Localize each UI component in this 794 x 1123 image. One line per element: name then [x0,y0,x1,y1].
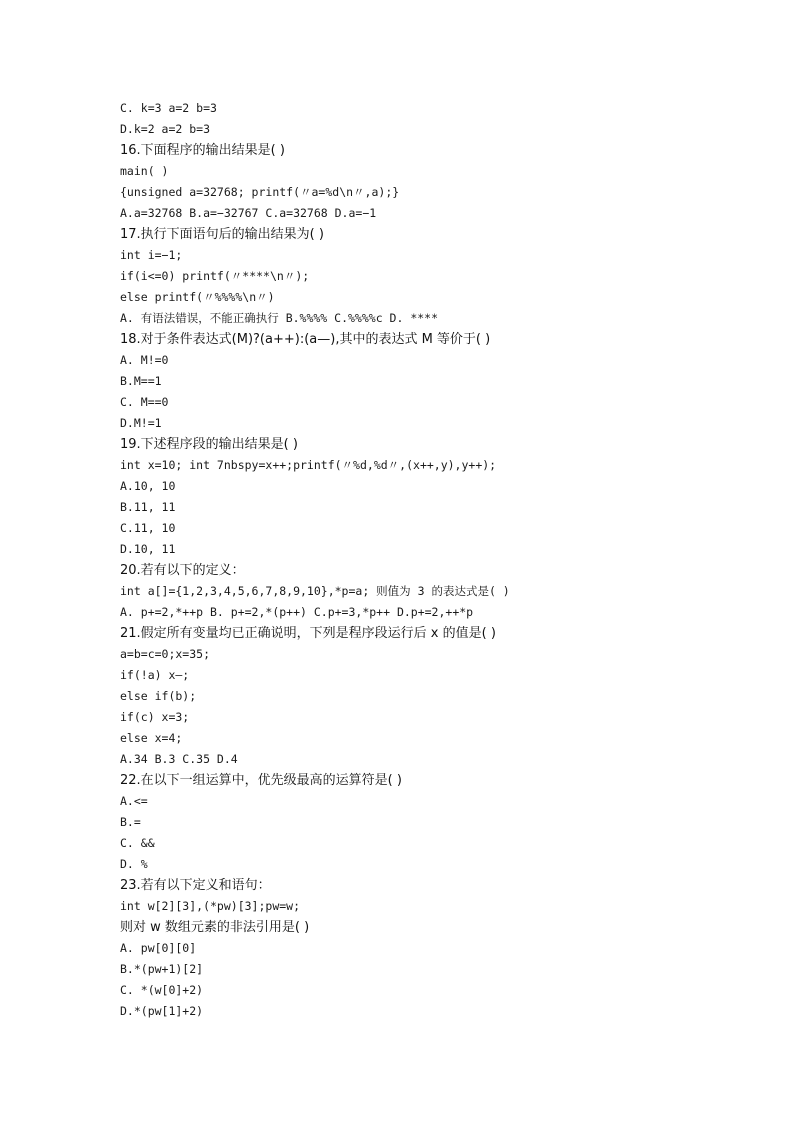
text-line: A. p+=2,*++p B. p+=2,*(p++) C.p+=3,*p++ D.p+=2,++*p [120,605,474,619]
question-line: 则对 w 数组元素的非法引用是( ) [120,920,310,935]
question-line: 18.对于条件表达式(M)?(a++):(a—),其中的表达式 M 等价于( ) [120,332,491,347]
text-line: A.a=32768 B.a=−32767 C.a=32768 D.a=−1 [120,206,377,220]
question-line: 23.若有以下定义和语句： [120,878,271,893]
text-line: C.11, 10 [120,521,176,535]
text-line: else x=4; [120,731,183,745]
text-line: C. M==0 [120,395,169,409]
text-line: C. && [120,836,155,850]
text-line: A.34 B.3 C.35 D.4 [120,752,238,766]
text-line: int a[]={1,2,3,4,5,6,7,8,9,10},*p=a; 则值为 3 的表达式是( ) [120,584,510,598]
text-line: D.*(pw[1]+2) [120,1004,204,1018]
text-line: int i=−1; [120,248,183,262]
question-line: 16.下面程序的输出结果是( ) [120,143,285,158]
text-line: if(i<=0) printf(〃****\n〃); [120,269,310,283]
question-line: 21.假定所有变量均已正确说明，下列是程序段运行后 x 的值是( ) [120,626,496,641]
text-line: D.k=2 a=2 b=3 [120,122,211,136]
text-line: A. M!=0 [120,353,169,367]
text-line: C. *(w[0]+2) [120,983,204,997]
question-line: 22.在以下一组运算中，优先级最高的运算符是( ) [120,773,402,788]
text-line: else printf(〃%%%%\n〃) [120,290,275,304]
text-line: {unsigned a=32768; printf(〃a=%d\n〃,a);} [120,185,400,199]
text-line: D. % [120,857,148,871]
text-line: a=b=c=0;x=35; [120,647,211,661]
text-line: B.*(pw+1)[2] [120,962,204,976]
text-line: main( ) [120,164,169,178]
text-line: else if(b); [120,689,197,703]
text-line: C. k=3 a=2 b=3 [120,101,217,115]
text-line: D.10, 11 [120,542,176,556]
question-line: 17.执行下面语句后的输出结果为( ) [120,227,324,242]
text-line: B.= [120,815,141,829]
text-line: B.11, 11 [120,500,176,514]
text-line: A. 有语法错误，不能正确执行 B.%%%% C.%%%%c D. **** [120,311,439,325]
text-line: if(!a) x—; [120,668,190,682]
text-line: B.M==1 [120,374,162,388]
text-line: A. pw[0][0] [120,941,197,955]
question-line: 19.下述程序段的输出结果是( ) [120,437,298,452]
text-line: A.<= [120,794,148,808]
question-line: 20.若有以下的定义： [120,563,245,578]
text-line: D.M!=1 [120,416,162,430]
text-line: A.10, 10 [120,479,176,493]
text-line: if(c) x=3; [120,710,190,724]
document-page [120,98,760,1022]
text-line: int w[2][3],(*pw)[3];pw=w; [120,899,301,913]
text-line: int x=10; int 7nbspy=x++;printf(〃%d,%d〃,(x++,y),y++); [120,458,497,472]
